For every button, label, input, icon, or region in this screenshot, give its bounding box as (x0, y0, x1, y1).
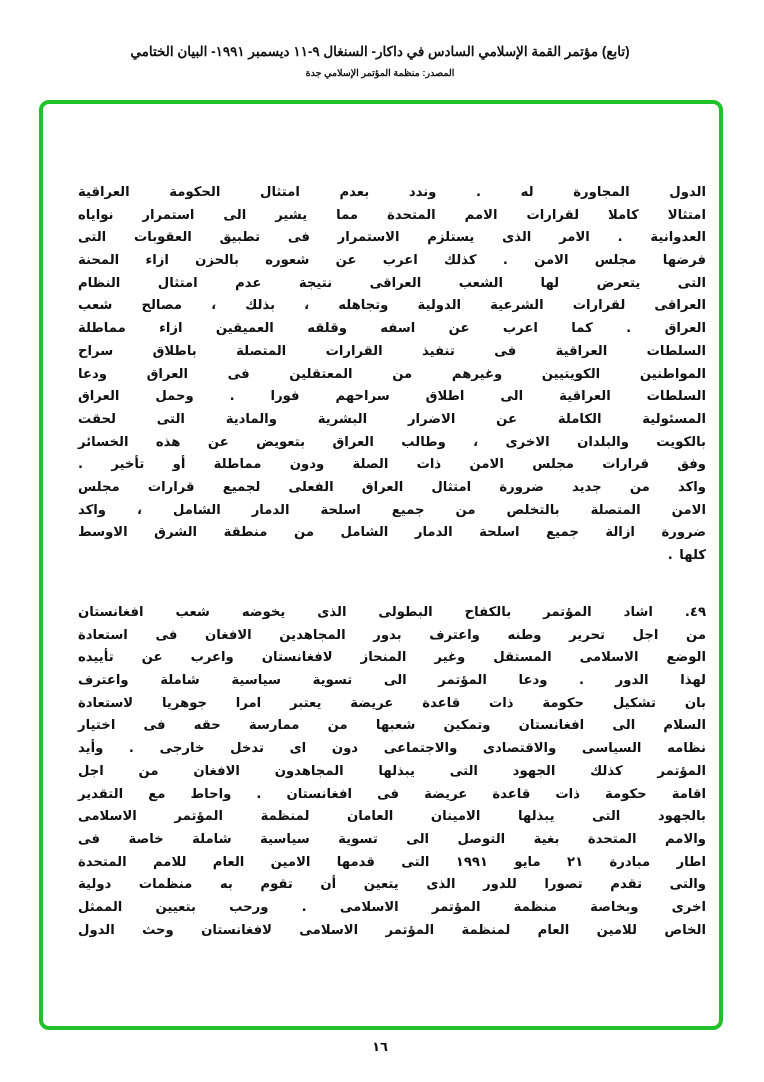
text-line: السلطات العراقية الى اطلاق سراحهم فورا . وحمل العراق (78, 389, 706, 405)
paragraph-afghanistan (78, 602, 706, 942)
text-line: التى يتعرض لها الشعب العراقى نتيجة عدم امتثال النظام (78, 275, 706, 291)
page-number: ١٦ (372, 1040, 388, 1055)
text-line: كلها . (667, 548, 706, 563)
text-line: من اجل تحرير وطنه واعترف بدور المجاهدين الافغان فى استعادة (78, 627, 706, 643)
document-source: المصدر: منظمة المؤتمر الإسلامي جدة (305, 68, 455, 79)
text-line: السلام الى افغانستان وتمكين شعبها من ممارسة حقه فى اختيار (78, 718, 706, 734)
text-line: امتثالا كاملا لقرارات الامم المتحدة مما يشير الى استمرار نواياه (78, 207, 706, 223)
text-line: الوضع الاسلامى المستقل وغير المنحاز لافغانستان واعرب عن تأييده (78, 650, 706, 666)
text-line: الامن المتصلة بالتخلص من جميع اسلحة الدمار الشامل ، واكد (78, 502, 706, 518)
text-line: لهذا الدور . ودعا المؤتمر الى تسوية سياسية شاملة واعترف (78, 673, 706, 689)
text-line: نظامه السياسى والاقتصادى والاجتماعى دون اى تدخل خارجى . وأيد (78, 741, 706, 757)
text-line: والامم المتحدة بغية التوصل الى تسوية سياسية شاملة خاصة فى (78, 831, 706, 847)
text-line: بان تشكيل حكومة ذات قاعدة عريضة يعتبر امرا جوهريا لاستعادة (78, 695, 706, 711)
text-line: وفق قرارات مجلس الامن ذات الصلة ودون مماطلة أو تأخير . (78, 457, 706, 473)
text-line: اخرى وبخاصة منظمة المؤتمر الاسلامى . ورحب بتعيين الممثل (78, 899, 706, 915)
text-line: العراق . كما اعرب عن اسفه وقلقه العميقين ازاء مماطلة (78, 321, 706, 337)
text-line: المؤتمر كذلك الجهود التى يبذلها المجاهدون الافغان من اجل (78, 763, 706, 779)
text-line: العدوانية . الامر الذى يستلزم الاستمرار فى تطبيق العقوبات التى (78, 230, 706, 246)
text-line: فرضها مجلس الامن . كذلك اعرب عن شعوره بالحزن ازاء المحنة (78, 253, 706, 269)
text-line: اطار مبادرة ٢١ مايو ١٩٩١ التى قدمها الامين العام للامم المتحدة (78, 854, 706, 870)
text-line: اقامة حكومة ذات قاعدة عريضة فى افغانستان . واحاط مع التقدير (78, 786, 706, 802)
text-line: ضرورة ازالة جميع اسلحة الدمار الشامل من منطقة الشرق الاوسط (78, 525, 706, 541)
text-line: الدول المجاورة له . وندد بعدم امتثال الحكومة العراقية (78, 185, 706, 200)
text-line: ٤٩. اشاد المؤتمر بالكفاح البطولى الذى يخوضه شعب افغانستان (78, 605, 706, 620)
text-line: بالكويت والبلدان الاخرى ، وطالب العراق بتعويض عن هذه الخسائر (78, 434, 706, 450)
text-line: والتى تقدم تصورا للدور الذى يتعين أن تقوم به منظمات دولية (78, 877, 706, 893)
text-line: واكد من جديد ضرورة امتثال العراق الفعلى لجميع قرارات مجلس (78, 479, 706, 495)
text-line: بالجهود التى يبذلها الامينان العامان لمنظمة المؤتمر الاسلامى (78, 809, 706, 825)
text-line: الخاص للامين العام لمنظمة المؤتمر الاسلامى لافغانستان وحث الدول (78, 922, 706, 938)
paragraph-iraq (78, 182, 706, 568)
text-line: المواطنين الكويتيين وغيرهم من المعتقلين فى العراق ودعا (78, 366, 706, 382)
text-line: السلطات العراقية فى تنفيذ القرارات المتصلة باطلاق سراح (78, 343, 706, 359)
document-title: (تابع) مؤتمر القمة الإسلامي السادس في داكار- السنغال ٩-١١ ديسمبر ١٩٩١- البيان الختامي (130, 44, 630, 59)
text-line: المسئولية الكاملة عن الاضرار البشرية والمادية التى لحقت (78, 411, 706, 427)
text-line: العراقى لقرارات الشرعية الدولية وتجاهله ، بذلك ، مصالح شعب (78, 298, 706, 314)
